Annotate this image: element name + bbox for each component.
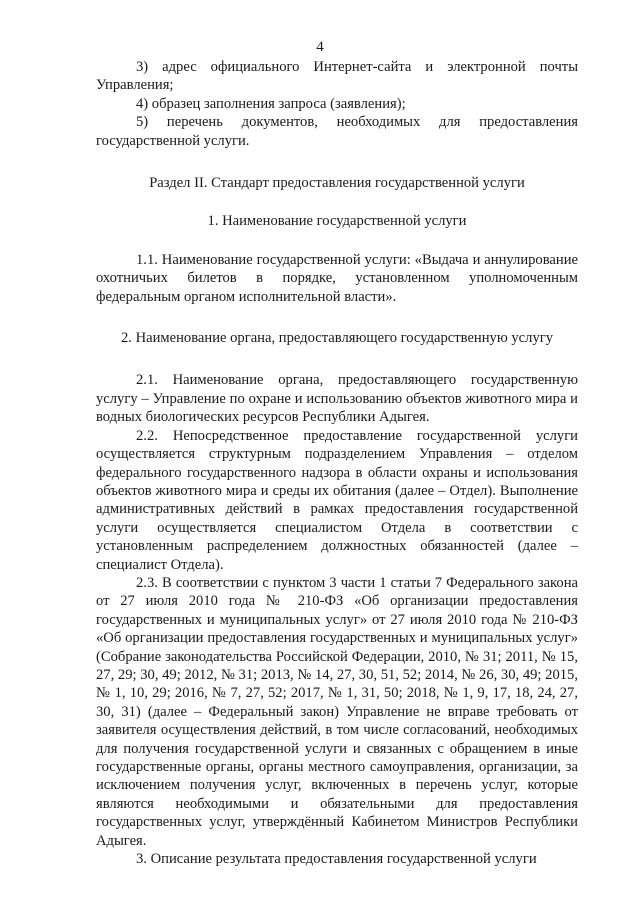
list-item: 4) образец заполнения запроса (заявления);: [136, 95, 406, 112]
section-title: Раздел II. Стандарт предоставления государственной услуги: [149, 175, 525, 192]
subsection-3-title: 3. Описание результата предоставления государственной услуги: [136, 851, 537, 868]
list-item: 3) адрес официального Интернет-сайта и электронной почты Управления;: [96, 59, 578, 94]
subsection-1-title: 1. Наименование государственной услуги: [207, 213, 467, 230]
page-number: 4: [316, 39, 324, 55]
list-item: 5) перечень документов, необходимых для предоставления государственной услуги.: [96, 114, 578, 149]
paragraph-2-2: 2.2. Непосредственное предоставление государственной услуги осуществляется структурным подразделением Управления – отделом федерального государственного надзора в области охраны и использования объектов животного мира и среды их обитания (далее – Отдел). Выполнение административных действий в рамках предоставления государственной услуги осуществляется специалистом Отдела в соответствии с установленным распределением должностных обязанностей (далее – специалист Отдела).: [96, 427, 578, 573]
paragraph-2-1: 2.1. Наименование органа, предоставляющего государственную услугу – Управление по охране и использованию объектов животного мира и водных биологических ресурсов Республики Адыгея.: [96, 372, 578, 426]
subsection-2-title: 2. Наименование органа, предоставляющего государственную услугу: [120, 330, 554, 347]
document-body: [96, 58, 578, 868]
paragraph-1-1: 1.1. Наименование государственной услуги: «Выдача и аннулирование охотничьих билетов в порядке, установленном уполномоченным федеральным органом исполнительной власти».: [96, 251, 578, 305]
paragraph-2-3: 2.3. В соответствии с пунктом 3 части 1 статьи 7 Федерального закона от 27 июля 2010 года № 210-ФЗ «Об организации предоставления государственных и муниципальных услуг» от 27 июля 2010 года № 210-ФЗ «Об организации предоставления государственных и муниципальных услуг» (Собрание законодательства Российской Федерации, 2010, № 31; 2011, № 15, 27, 29; 30, 49; 2012, № 31; 2013, № 14, 27, 30, 51, 52; 2014, № 26, 30, 49; 2015, № 1, 10, 29; 2016, № 7, 27, 52; 2017, № 1, 31, 50; 2018, № 1, 9, 17, 18, 24, 27, 30, 31) (далее – Федеральный закон) Управление не вправе требовать от заявителя осуществления действий, в том числе согласований, необходимых для получения государственной услуги и связанных с обращением в иные государственные органы, органы местного самоуправления, организации, за исключением получения услуг, включенных в перечень услуг, которые являются необходимыми и обязательными для предоставления государственных услуг, утверждённый Кабинетом Министров Республики Адыгея.: [96, 574, 578, 849]
